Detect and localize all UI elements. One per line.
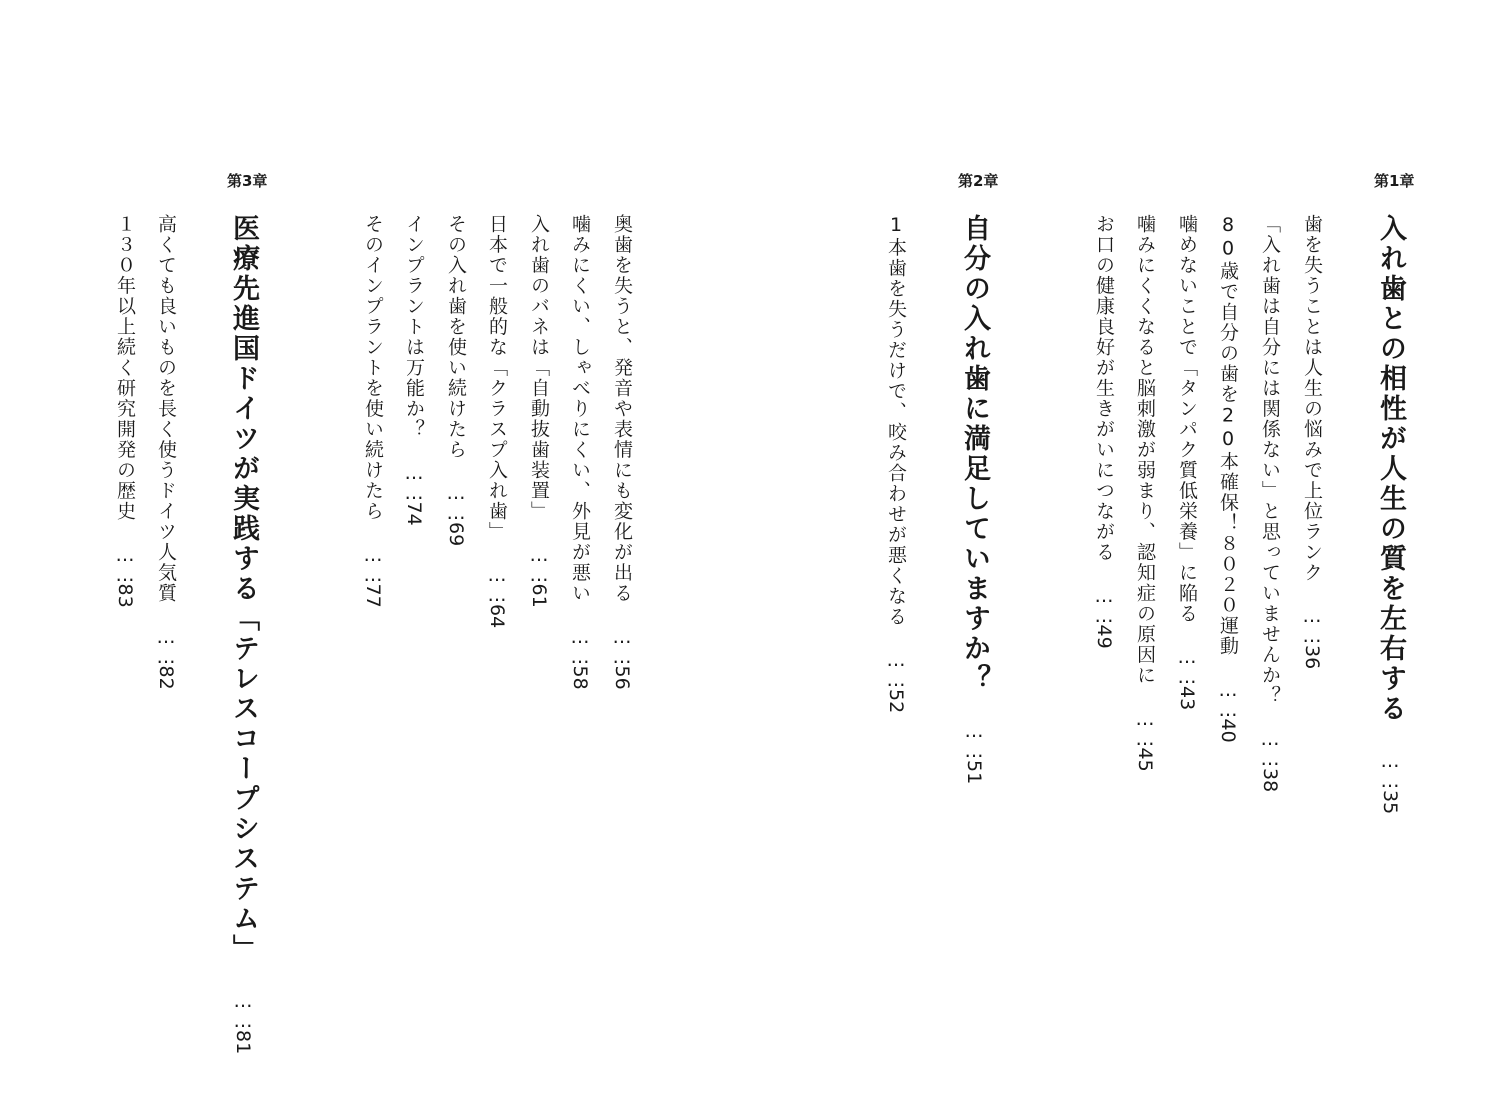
toc-entry: 高くても良いものを長く使うドイツ人気質……82 [155, 214, 177, 690]
toc-entry: お口の健康良好が生きがいにつながる……49 [1093, 214, 1115, 649]
toc-entry: 日本で一般的な「クラスプ入れ歯」……64 [486, 214, 508, 629]
toc-entry: そのインプラントを使い続けたら……77 [362, 214, 384, 608]
toc-entry: その入れ歯を使い続けたら……69 [445, 214, 467, 547]
toc-entry: １３０年以上続く研究開発の歴史……83 [114, 214, 136, 608]
toc-entry: 80歳で自分の歯を20本確保！８０２０運動……40 [1217, 214, 1239, 743]
chapter-1-label: 第1章 [1374, 172, 1415, 190]
toc-entry: 奥歯を失うと、発音や表情にも変化が出る……56 [611, 214, 633, 690]
toc-entry: 1本歯を失うだけで、咬み合わせが悪くなる……52 [885, 214, 907, 714]
chapter-2-heading: 自分の入れ歯に満足していますか？……51 [959, 214, 990, 785]
toc-entry: 入れ歯のバネは「自動抜歯装置」……61 [528, 214, 550, 608]
toc-entry: 噛みにくくなると脳刺激が弱まり、認知症の原因に……45 [1134, 214, 1156, 772]
chapter-3-heading: 医療先進国ドイツが実践する「テレスコープシステム」……81 [228, 214, 259, 1055]
toc-entry: 歯を失うことは人生の悩みで上位ランク……36 [1301, 214, 1323, 670]
chapter-3-label: 第3章 [227, 172, 268, 190]
chapter-1-heading: 入れ歯との相性が人生の質を左右する……35 [1375, 214, 1406, 815]
toc-entry: 噛みにくい、しゃべりにくい、外見が悪い……58 [569, 214, 591, 690]
toc-entry: 「入れ歯は自分には関係ない」と思っていませんか？……38 [1259, 214, 1281, 793]
toc-entry: インプラントは万能か？……74 [403, 214, 425, 526]
chapter-2-label: 第2章 [958, 172, 999, 190]
toc-entry: 噛めないことで「タンパク質低栄養」に陥る……43 [1176, 214, 1198, 711]
